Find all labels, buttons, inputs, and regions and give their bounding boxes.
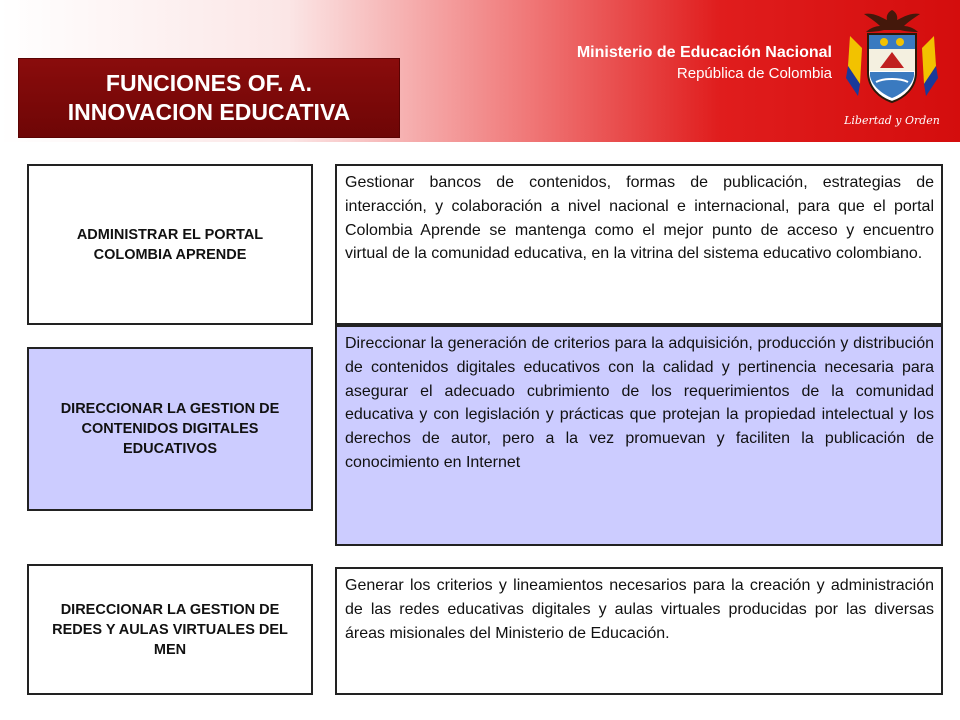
- function-label-text: DIRECCIONAR LA GESTION DE CONTENIDOS DIGITALES EDUCATIVOS: [60, 401, 280, 457]
- function-description-text: Gestionar bancos de contenidos, formas de publicación, estrategias de interacción, y colaboración a nivel nacional e internacional, para que el portal Colombia Aprende se mantenga como el mejor punto de acceso y encuentro virtual de la comunidad educativa, en la vitrina del sistema educativo colombiano.: [345, 174, 934, 263]
- function-label-text: ADMINISTRAR EL PORTAL COLOMBIA APRENDE: [76, 226, 264, 263]
- function-label-text: DIRECCIONAR LA GESTION DE REDES Y AULAS VIRTUALES DEL MEN: [52, 601, 288, 658]
- function-description-virtual-networks: [335, 567, 943, 695]
- page-title-line1: FUNCIONES OF. A.: [105, 70, 313, 96]
- page-title: [18, 58, 400, 138]
- function-description-portal: [335, 164, 943, 325]
- country-name: República de Colombia: [676, 65, 832, 82]
- function-description-digital-content: [335, 325, 943, 546]
- ministry-heading: [577, 42, 832, 84]
- page-title-line2: INNOVACION EDUCATIVA: [67, 99, 351, 125]
- function-description-text: Generar los criterios y lineamientos necesarios para la creación y administración de las redes educativas digitales y aulas virtuales producidas por las diversas áreas misionales del Ministerio de Educación.: [345, 577, 934, 642]
- colombia-coat-of-arms-icon: [842, 6, 942, 136]
- function-label-digital-content: [27, 347, 313, 511]
- function-description-text: Direccionar la generación de criterios para la adquisición, producción y distribución de contenidos digitales educativos con la calidad y pertinencia necesaria para asegurar el adecuado cubrimiento de los requerimientos de la comunidad educativa y con legislación y prácticas que protejan la propiedad intelectual y los derechos de autor, pero a la vez promuevan y faciliten la publicación de conocimiento en Internet: [345, 335, 934, 471]
- function-label-portal: [27, 164, 313, 325]
- ministry-name: Ministerio de Educación Nacional: [576, 44, 832, 61]
- svg-text:Libertad y Orden: Libertad y Orden: [844, 114, 940, 127]
- function-label-virtual-networks: [27, 564, 313, 695]
